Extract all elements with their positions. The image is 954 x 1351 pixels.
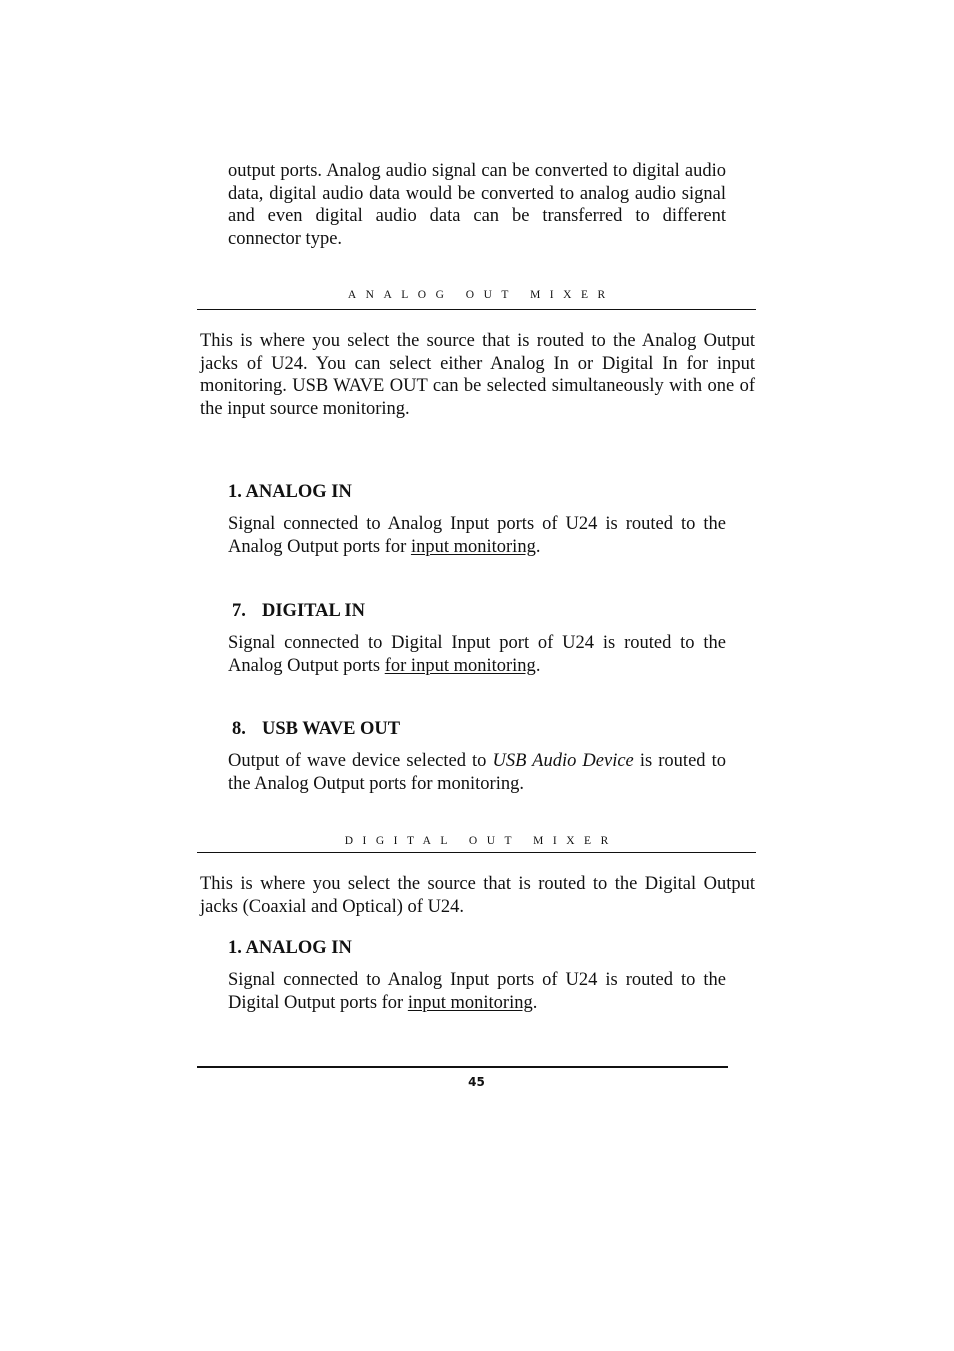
item-text-usb-wave-out: Output of wave device selected to USB Audio Device is routed to the Analog Output ports for monitoring. [228, 751, 726, 794]
item-heading-digital-in: 7. DIGITAL IN [232, 601, 365, 621]
section-divider [197, 852, 756, 853]
page-number: 45 [468, 1075, 485, 1089]
usb-audio-device-term: USB Audio Device [492, 751, 634, 771]
link-input-monitoring[interactable]: input monitoring [410, 536, 536, 557]
section-divider [197, 309, 756, 310]
digital-out-mixer-description: This is where you select the source that is routed to the Digital Output jacks (Coaxial and Optical) of U24. [200, 874, 755, 917]
intro-paragraph: output ports. Analog audio signal can be converted to digital audio data, digital audio data would be converted to analog audio signal and even digital audio data can be transferred to different connector type. [228, 161, 726, 249]
footer-rule [197, 1066, 728, 1068]
item-text-analog-in: Signal connected to Analog Input ports of U24 is routed to the Analog Output ports for input monitoring. [228, 514, 726, 557]
item-text-analog-in-digital: Signal connected to Analog Input ports of U24 is routed to the Digital Output ports for input monitoring. [228, 970, 726, 1013]
section-heading-analog-out-mixer: ANALOG OUT MIXER [347, 289, 615, 301]
item-heading-analog-in: 1. ANALOG IN [228, 482, 352, 502]
item-heading-analog-in-digital: 1. ANALOG IN [228, 938, 352, 958]
analog-out-mixer-description: This is where you select the source that is routed to the Analog Output jacks of U24. You can select either Analog In or Digital In for input monitoring. USB WAVE OUT can be selected simultaneously with one of the input source monitoring. [200, 331, 755, 419]
section-heading-digital-out-mixer: DIGITAL OUT MIXER [344, 835, 618, 847]
link-for-input-monitoring[interactable]: for input monitoring [384, 655, 536, 676]
item-heading-usb-wave-out: 8. USB WAVE OUT [232, 719, 401, 739]
item-text-digital-in: Signal connected to Digital Input port of U24 is routed to the Analog Output ports for input monitoring. [228, 633, 726, 676]
link-input-monitoring[interactable]: input monitoring [407, 992, 533, 1013]
